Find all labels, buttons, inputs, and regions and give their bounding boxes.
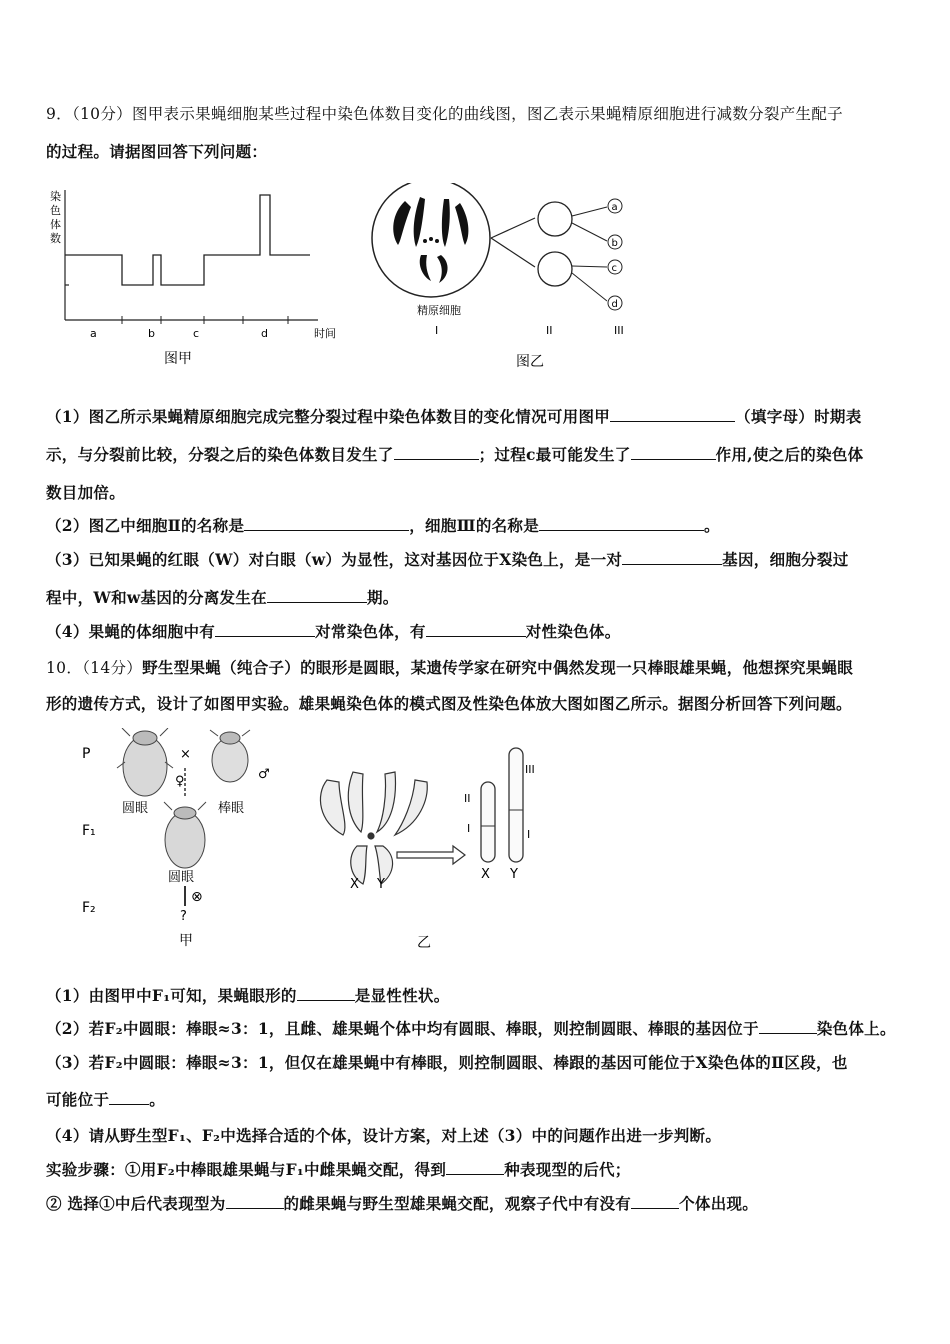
q9-jia-ylabel-4: 数	[50, 232, 61, 245]
q10-yi-region-i-right: I	[527, 828, 531, 841]
q9-s3-text-a: （3）已知果蝇的红眼（W）对白眼（w）为显性，这对基因位于X染色上，是一对	[46, 550, 623, 569]
q10-yi-y: Y	[377, 877, 385, 892]
q9-s2-line	[46, 514, 720, 536]
q9-jia-curve	[65, 195, 310, 285]
q10-step2-line	[46, 1192, 758, 1214]
q10-p2-line	[46, 1017, 896, 1039]
q9-s1-line1	[46, 405, 862, 427]
q10-score: （14分）	[82, 659, 143, 677]
q10-yi-label-x: X	[481, 867, 490, 882]
q9-figure-yi	[365, 183, 645, 378]
q9-s1-text-d: ；过程c最可能发生了	[478, 445, 631, 464]
q10-figure-jia	[70, 728, 285, 953]
q10-p1-text-a: （1）由图甲中F₁可知，果蝇眼形的	[46, 986, 297, 1005]
q9-yi-cell-ii-upper	[538, 202, 572, 236]
q9-s1-text-b: （填字母）时期表	[735, 407, 862, 426]
q9-s2-text-a: （2）图乙中细胞Ⅱ的名称是	[46, 516, 245, 535]
q10-intro-line1	[46, 656, 853, 678]
q10-step2-blank-2[interactable]	[631, 1194, 679, 1209]
q9-yi-stage-i: I	[435, 324, 439, 337]
q10-p2-text-b: 染色体上。	[816, 1019, 896, 1038]
q9-yi-chromosomes	[393, 197, 468, 283]
q9-yi-stage-iii: III	[614, 324, 624, 337]
q9-s1-text-c: 示，与分裂前比较，分裂之后的染色体数目发生了	[46, 445, 394, 464]
q10-p3-text-b: 可能位于	[46, 1090, 110, 1109]
q9-jia-tick-b: b	[148, 327, 155, 340]
q10-jia-f1-label: 圆眼	[168, 870, 195, 885]
q9-yi-gamete-d: d	[611, 299, 618, 310]
q9-s1-text-e: 作用,使之后的染色体	[715, 445, 864, 464]
q9-number: 9．	[46, 105, 72, 123]
q10-intro-text1: 野生型果蝇（纯合子）的眼形是圆眼，某遗传学家在研究中偶然发现一只棒眼雄果蝇，他想探究果蝇眼	[142, 658, 854, 677]
q9-s3-text-b: 基因，细胞分裂过	[722, 550, 849, 569]
q10-p2-blank[interactable]	[759, 1019, 817, 1034]
q9-score: （10分）	[71, 105, 132, 123]
q10-yi-y-chromosome	[509, 748, 523, 862]
q9-s3-blank-1[interactable]	[622, 550, 722, 565]
q10-step2-text-a: ② 选择①中后代表现型为	[46, 1194, 226, 1213]
q9-s4-blank-2[interactable]	[426, 622, 526, 637]
q10-step2-text-b: 的雌果蝇与野生型雄果蝇交配，观察子代中有没有	[283, 1194, 632, 1213]
q10-jia-female-symbol: ♀	[175, 774, 185, 789]
q9-s2-blank-2[interactable]	[539, 516, 704, 531]
q10-p3-text-c: 。	[149, 1090, 166, 1109]
q10-p1-line	[46, 984, 450, 1006]
q9-jia-ylabel-1: 染	[50, 190, 61, 203]
q10-p1-blank[interactable]	[297, 986, 355, 1001]
q10-p1-text-b: 是显性性状。	[354, 986, 450, 1005]
q10-jia-f1-fly	[164, 802, 206, 868]
q10-p3-blank[interactable]	[109, 1090, 149, 1105]
q9-yi-gamete-b: b	[611, 238, 618, 249]
q10-step1-text-a: 实验步骤：①用F₂中棒眼雄果蝇与F₁中雌果蝇交配，得到	[46, 1160, 447, 1179]
q9-yi-caption: 图乙	[516, 354, 544, 370]
q9-s1-text-a: （1）图乙所示果蝇精原细胞完成完整分裂过程中染色体数目的变化情况可用图甲	[46, 407, 611, 426]
q10-yi-x-chromosome	[481, 782, 495, 862]
q10-intro-line2: 形的遗传方式，设计了如图甲实验。雄果蝇染色体的模式图及性染色体放大图如图乙所示。据图分析回答下列问题。	[46, 694, 852, 713]
q10-step1-line	[46, 1158, 631, 1180]
q9-intro-text1: 图甲表示果蝇细胞某些过程中染色体数目变化的曲线图，图乙表示果蝇精原细胞进行减数分裂产生配子	[131, 105, 843, 123]
q9-s4-line	[46, 620, 621, 642]
q9-intro-line1	[46, 102, 843, 124]
q10-jia-gen-f2: F₂	[82, 900, 96, 916]
q9-jia-tick-d: d	[261, 327, 268, 340]
q9-jia-ylabel-2: 色	[50, 204, 61, 217]
q9-s2-text-b: ，细胞Ⅲ的名称是	[409, 516, 540, 535]
q10-jia-gen-f1: F₁	[82, 823, 96, 839]
q10-jia-round-eye-female	[117, 728, 173, 796]
q10-jia-male-symbol: ♂	[258, 767, 270, 782]
q9-jia-ylabel-3: 体	[50, 218, 61, 231]
q9-yi-gamete-a: a	[611, 202, 618, 213]
q9-s3-blank-2[interactable]	[267, 588, 367, 603]
q9-yi-stage-ii: II	[546, 324, 553, 337]
q10-yi-karyotype	[320, 772, 427, 884]
q9-s2-text-c: 。	[704, 516, 720, 535]
q10-p2-text-a: （2）若F₂中圆眼：棒眼≈3：1，且雌、雄果蝇个体中均有圆眼、棒眼，则控制圆眼、棒眼的基因位于	[46, 1019, 759, 1038]
q10-p3-line1: （3）若F₂中圆眼：棒眼≈3：1，但仅在雄果蝇中有棒眼，则控制圆眼、棒跟的基因可能位于X染色体的Ⅱ区段，也	[46, 1053, 848, 1072]
q10-jia-question: ?	[180, 909, 187, 924]
q10-yi-caption: 乙	[417, 935, 431, 951]
q10-step2-blank-1[interactable]	[226, 1194, 284, 1209]
q9-s1-blank-1[interactable]	[610, 407, 735, 422]
q9-s1-blank-2[interactable]	[394, 445, 479, 460]
q10-number: 10．	[46, 659, 83, 677]
q9-s1-line3: 数目加倍。	[46, 483, 126, 502]
q9-jia-caption: 图甲	[164, 351, 192, 367]
q10-yi-region-ii: II	[464, 792, 471, 805]
q10-yi-x: X	[350, 877, 359, 892]
q10-jia-caption: 甲	[179, 933, 193, 949]
q9-s4-blank-1[interactable]	[215, 622, 315, 637]
q10-p4-line: （4）请从野生型F₁、F₂中选择合适的个体，设计方案，对上述（3）中的问题作出进一步判断。	[46, 1126, 722, 1145]
q10-p3-line2	[46, 1088, 165, 1110]
q9-jia-tick-c: c	[193, 327, 200, 340]
q9-yi-cell-ii-lower	[538, 252, 572, 286]
q9-jia-tick-a: a	[90, 327, 97, 340]
q9-s4-text-c: 对性染色体。	[525, 622, 621, 641]
q9-yi-cell-label: 精原细胞	[417, 304, 461, 317]
q10-step1-text-b: 种表现型的后代；	[504, 1160, 631, 1179]
q9-jia-xlabel: 时间	[314, 327, 336, 340]
q9-s1-blank-3[interactable]	[631, 445, 716, 460]
q10-yi-arrow	[397, 846, 465, 864]
q10-jia-selfing-symbol: ⊗	[191, 889, 203, 905]
q9-figure-jia	[40, 182, 350, 377]
q10-yi-region-iii: III	[525, 763, 535, 776]
q9-s3-line1	[46, 548, 849, 570]
q10-jia-bar-eye-label: 棒眼	[218, 801, 245, 816]
q10-jia-gen-p: P	[82, 746, 91, 762]
q9-s4-text-a: （4）果蝇的体细胞中有	[46, 622, 216, 641]
q9-intro-line2: 的过程。请据图回答下列问题：	[46, 142, 268, 161]
q10-jia-bar-eye-male	[210, 730, 250, 782]
q10-jia-round-eye-label: 圆眼	[122, 801, 149, 816]
q9-yi-gamete-c: c	[611, 263, 617, 274]
q9-s3-text-c: 程中，W和w基因的分离发生在	[46, 588, 267, 607]
q9-s3-text-d: 期。	[366, 588, 399, 607]
q10-yi-label-y: Y	[510, 867, 518, 882]
q9-s4-text-b: 对常染色体，有	[315, 622, 426, 641]
q10-step1-blank[interactable]	[446, 1160, 504, 1175]
q10-jia-cross: ×	[180, 747, 191, 762]
q9-s3-line2	[46, 586, 399, 608]
q9-s1-line2	[46, 443, 863, 465]
q10-figure-yi	[305, 740, 545, 952]
q10-yi-region-i-left: I	[467, 822, 471, 835]
q10-step2-text-c: 个体出现。	[679, 1194, 759, 1213]
q9-s2-blank-1[interactable]	[244, 516, 409, 531]
